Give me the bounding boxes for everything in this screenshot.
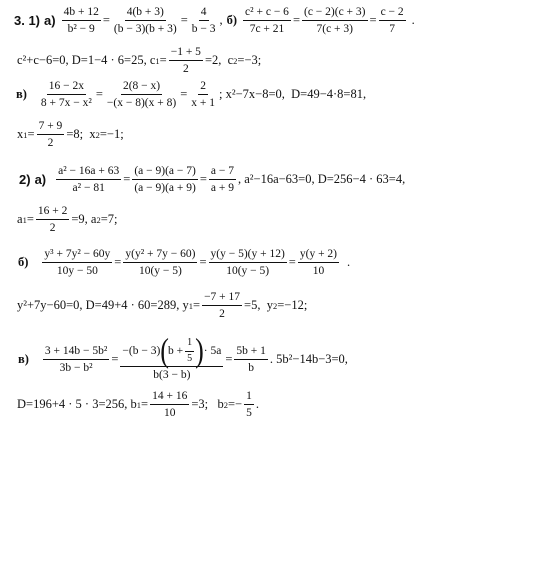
item-label: в) (16, 87, 27, 102)
item-label: б) (18, 255, 29, 270)
fraction: $\frac{7 + 9}{2}$ (38, 120, 63, 150)
fraction: $\frac{\text{c² + c − 6}}{7c + 21}$ (245, 6, 289, 36)
item-label: б) (226, 13, 238, 28)
fraction: $\frac{1}{5}$ (246, 390, 252, 420)
fraction: $\frac{1}{5}$ (187, 337, 193, 364)
line-3-2a: 2) а) $\frac{\text{a² − 16a + 63}}{\text{a² − 81}}$ = $\frac{(a - 9)(a - 7)}{(a - 9)(a + 9)}$ = $\frac{a - 7}{a + 9}$ , a²−16a−63=0, D=256−4 · 63=4, (19, 165, 406, 195)
line-3-2a-roots: a 1 = $\frac{16 + 2}{2}$ =9, a 2 =7; (17, 205, 118, 235)
fraction: $\frac{16 - 2x}{\text{8 + 7x − x²}}$ (40, 80, 92, 110)
line-3-1: 3. 1) а) $\frac{4b + 12}{\text{b² − 9}}$ = $\frac{4(b + 3)}{(b - 3)(b + 3)}$ = $\frac{4}{b - 3}$ , б) $\frac{\text{c² + c − 6}}{7c + 21}$ = $\frac{(c - 2)(c + 3)}{7(c + 3)}$ = $\frac{c - 2}{7}$ . (14, 6, 415, 36)
line-3-2b-work: y²+7y−60=0, D=49+4 · 60=289, y 1 = $\frac{-7 + 17}{2}$ =5, y 2 =−12; (17, 291, 308, 321)
fraction: $\frac{14 + 16}{10}$ (152, 390, 188, 420)
fraction: $\frac{(a - 9)(a - 7)}{(a - 9)(a + 9)}$ (134, 165, 196, 195)
line-3-2b: б) $\frac{\text{y³ + 7y² − 60y}}{10y - 50}$ = $\frac{\text{y(y² + 7y − 60)}}{10(y - 5)}$ = $\frac{y(y - 5)(y + 12)}{10(y - 5)}$ = $\frac{y(y + 2)}{10}$ . (18, 248, 351, 278)
line-3-2v-roots: D=196+4 · 5 · 3=256, b 1 = $\frac{14 + 16}{10}$ =3; b 2 =− $\frac{1}{5}$ . (17, 390, 259, 420)
fraction: $\frac{\text{3 + 14b − 5b²}}{\text{3b − b²}}$ (44, 344, 108, 375)
fraction: $\frac{c - 2}{7}$ (380, 6, 404, 36)
fraction: $\frac{5b + 1}{b}$ (236, 344, 266, 375)
problem-number: 3. 1) (14, 13, 41, 29)
line-3-1v-roots: x 1 = $\frac{7 + 9}{2}$ =8; x 2 =−1; (17, 120, 124, 150)
fraction: $\frac{4}{b - 3}$ (191, 6, 216, 36)
fraction: $\frac{-7 + 17}{2}$ (204, 291, 241, 321)
line-3-2v: в) $\frac{\text{3 + 14b − 5b²}}{\text{3b − b²}}$ = −(b − 3) ( b + $\frac{1}{5}$ ) · 5a b(3 − b) = $\frac{5b + 1}{b}$ . 5b²−14b−3=0, (18, 331, 348, 381)
item-label: а) (34, 172, 47, 188)
fraction: $\frac{y(y - 5)(y + 12)}{10(y - 5)}$ (210, 248, 285, 278)
fraction: −(b − 3) ( b + $\frac{1}{5}$ ) · 5a b(3 − b) (122, 331, 222, 381)
fraction: $\frac{(c - 2)(c + 3)}{7(c + 3)}$ (304, 6, 366, 36)
fraction: $\frac{2}{x + 1}$ (191, 80, 215, 110)
fraction: $\frac{\text{y(y² + 7y − 60)}}{10(y - 5)}$ (125, 248, 196, 278)
item-label: в) (18, 352, 29, 367)
fraction: $\frac{4b + 12}{\text{b² − 9}}$ (63, 6, 99, 36)
fraction: $\frac{a - 7}{a + 9}$ (210, 165, 234, 195)
fraction: $\frac{-1 + 5}{2}$ (170, 46, 201, 76)
fraction: $\frac{16 + 2}{2}$ (37, 205, 68, 235)
fraction: $\frac{4(b + 3)}{(b - 3)(b + 3)}$ (113, 6, 177, 36)
fraction: $\frac{y(y + 2)}{10}$ (299, 248, 338, 278)
fraction: $\frac{2(8 - x)}{-(x - 8)(x + 8)}$ (106, 80, 177, 110)
line-3-1b-work: c²+c−6=0, D=1−4 · 6=25, c 1 = $\frac{-1 + 5}{2}$ =2, c 2 =−3; (17, 46, 262, 76)
line-3-1v: в) $\frac{16 - 2x}{\text{8 + 7x − x²}}$ = $\frac{2(8 - x)}{-(x - 8)(x + 8)}$ = $\frac{2}{x + 1}$ ; x²−7x−8=0, D=49−4·8=81, (16, 80, 367, 110)
problem-number: 2) (19, 172, 31, 188)
fraction: $\frac{\text{y³ + 7y² − 60y}}{10y - 50}$ (44, 248, 111, 278)
fraction: $\frac{\text{a² − 16a + 63}}{\text{a² − 81}}$ (58, 165, 120, 195)
item-label: а) (44, 13, 56, 29)
